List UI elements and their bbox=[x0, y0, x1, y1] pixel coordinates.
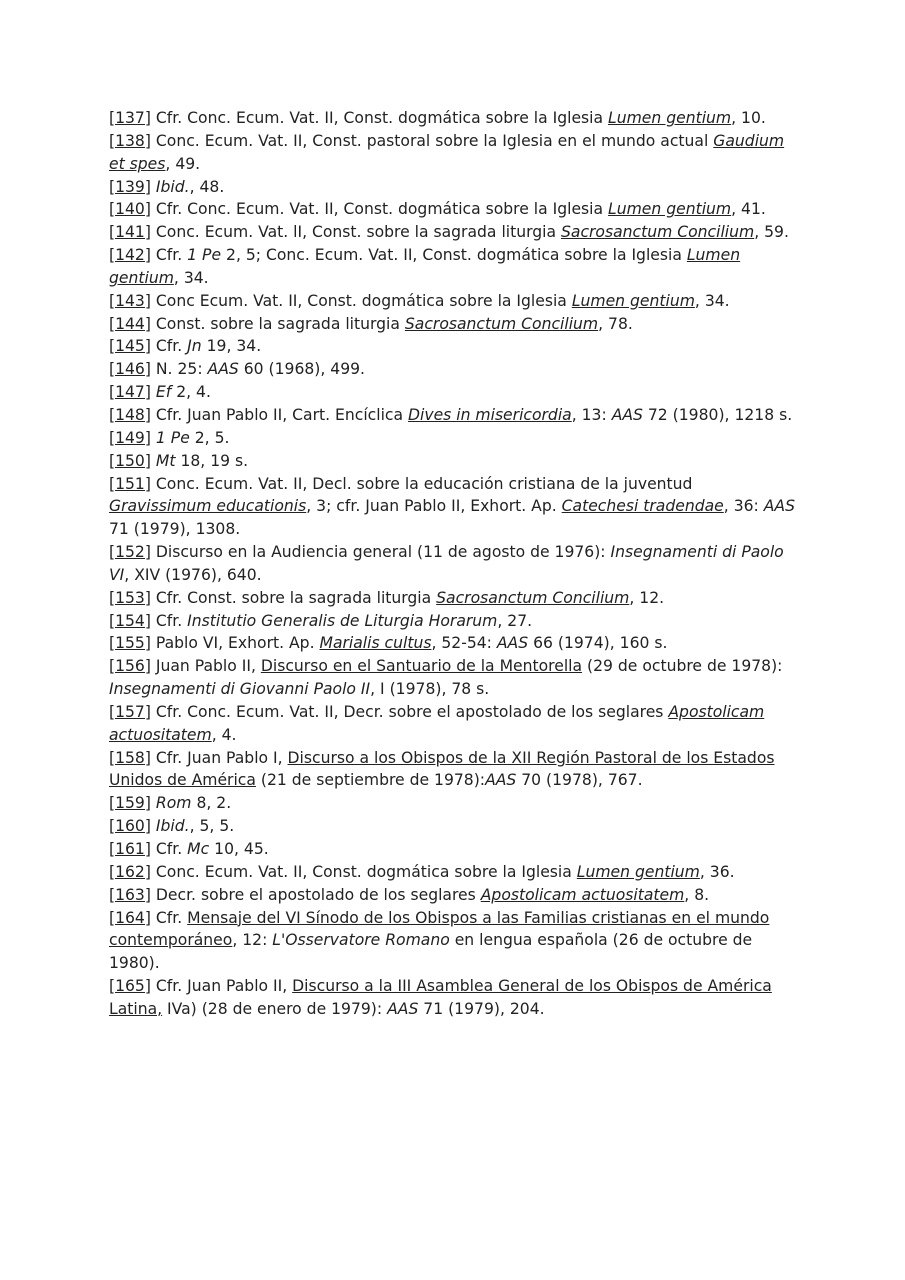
footnote-ref-link[interactable]: [152] bbox=[109, 543, 151, 562]
footnote-ref-link[interactable]: [158] bbox=[109, 748, 151, 767]
footnote-ref-link[interactable]: [162] bbox=[109, 862, 151, 881]
footnote bbox=[109, 176, 799, 199]
footnote bbox=[109, 701, 799, 747]
footnote bbox=[109, 358, 799, 381]
footnote bbox=[109, 587, 799, 610]
footnote-ref-link[interactable]: [143] bbox=[109, 291, 151, 310]
footnote-text: , 8. bbox=[684, 885, 710, 904]
footnote-source-link[interactable]: Apostolicam actuositatem bbox=[480, 885, 685, 904]
footnote bbox=[109, 975, 799, 1021]
footnote bbox=[109, 473, 799, 542]
footnote-source-link[interactable]: Dives in misericordia bbox=[408, 405, 572, 424]
footnote bbox=[109, 381, 799, 404]
footnote-ref-link[interactable]: [150] bbox=[109, 451, 151, 470]
footnote-ref-link[interactable]: [156] bbox=[109, 657, 151, 676]
footnote-source-link[interactable]: Gravissimum educationis bbox=[109, 497, 307, 516]
footnote-text: , 59. bbox=[754, 223, 789, 242]
footnote-text: 71 (1979), 204. bbox=[418, 999, 545, 1018]
footnote bbox=[109, 244, 799, 290]
footnote-text: 2, 5; Conc. Ecum. Vat. II, Const. dogmática sobre la Iglesia bbox=[221, 246, 687, 265]
footnote bbox=[109, 655, 799, 701]
footnote-source-link[interactable]: Lumen gentium bbox=[109, 246, 741, 287]
footnote-text: Conc. Ecum. Vat. lI, Const. sobre la sagrada liturgia bbox=[150, 223, 561, 242]
footnote bbox=[109, 427, 799, 450]
footnote-text: , 52-54: bbox=[431, 634, 497, 653]
footnote-ref-link[interactable]: [160] bbox=[109, 817, 151, 836]
footnote-text: en lengua española (26 de octubre de 1980). bbox=[109, 931, 753, 973]
footnote-italic-text: AAS bbox=[496, 634, 529, 653]
footnote-text: Cfr. bbox=[150, 840, 188, 858]
footnote-ref-link[interactable]: [157] bbox=[109, 702, 151, 721]
footnote-source-link[interactable]: Sacrosanctum Concilium bbox=[560, 223, 755, 242]
footnote bbox=[109, 861, 799, 884]
footnote-text: 2, 4. bbox=[171, 383, 211, 402]
footnote-text: , 27. bbox=[497, 611, 533, 630]
footnote-text: 2, 5. bbox=[189, 428, 230, 447]
footnote-text: Pablo VI, Exhort. Ap. bbox=[150, 634, 320, 653]
footnote-text: (29 de octubre de 1978): bbox=[582, 657, 783, 676]
footnote-italic-text: Institutio Generalis de Liturgia Horarum bbox=[187, 611, 498, 630]
footnote-text: Discurso en la Audiencia general (11 de agosto de 1976): bbox=[150, 543, 611, 562]
footnote-italic-text: AAS bbox=[763, 497, 795, 516]
footnote-source-link[interactable]: Mensaje del VI Sínodo de los Obispos a las Familias cristianas en el mundo contemporáneo bbox=[109, 908, 770, 950]
footnote-text: , 36. bbox=[699, 862, 735, 881]
footnote-italic-text: Insegnamenti di Giovanni Paolo II bbox=[109, 680, 371, 699]
footnote-ref-link[interactable]: [165] bbox=[109, 977, 151, 996]
footnote-ref-link[interactable]: [163] bbox=[109, 885, 151, 904]
footnote-italic-text: AAS bbox=[387, 999, 419, 1018]
footnote-text: Cfr. Juan Pablo II, Cart. Encíclica bbox=[150, 405, 408, 424]
footnote-source-link[interactable]: Catechesi tradendae bbox=[561, 497, 724, 516]
footnote-source-link[interactable]: Lumen gentium bbox=[571, 291, 695, 310]
footnote-text: Cfr. bbox=[150, 337, 188, 356]
footnote bbox=[109, 747, 799, 793]
footnote-source-link[interactable]: Lumen gentium bbox=[608, 109, 732, 127]
footnote-ref-link[interactable]: [146] bbox=[109, 360, 151, 379]
footnote bbox=[109, 450, 799, 473]
footnote-italic-text: Ef bbox=[155, 383, 172, 402]
footnote-text: Conc. Ecum. Vat. II, Const. pastoral sobre la Iglesia en el mundo actual bbox=[150, 131, 714, 150]
footnote-ref-link[interactable]: [142] bbox=[109, 246, 151, 265]
footnote-text: (21 de septiembre de 1978): bbox=[255, 771, 486, 790]
footnote-text: , XIV (1976), 640. bbox=[124, 565, 262, 584]
footnote-italic-text: AAS bbox=[611, 405, 643, 424]
footnote bbox=[109, 404, 799, 427]
footnote-text: , 13: bbox=[571, 405, 612, 424]
footnote-text: Decr. sobre el apostolado de los seglares bbox=[150, 885, 481, 904]
footnote-ref-link[interactable]: [154] bbox=[109, 611, 151, 630]
footnote-text: , 78. bbox=[598, 314, 633, 333]
footnote-italic-text: Ibid. bbox=[155, 177, 190, 196]
footnote-text: , 4. bbox=[211, 725, 237, 744]
footnote-text: 19, 34. bbox=[201, 337, 262, 356]
footnote-ref-link[interactable]: [140] bbox=[109, 200, 151, 219]
footnote-italic-text: 1 Pe bbox=[155, 428, 190, 447]
footnote-text: Conc Ecum. Vat. II, Const. dogmática sobre la Iglesia bbox=[150, 291, 572, 310]
footnote bbox=[109, 335, 799, 358]
footnote-text: Juan Pablo II, bbox=[150, 657, 261, 676]
footnote-ref-link[interactable]: [159] bbox=[109, 794, 151, 813]
footnote-text: Const. sobre la sagrada liturgia bbox=[150, 314, 405, 333]
footnote bbox=[109, 541, 799, 587]
footnote bbox=[109, 221, 799, 244]
footnote-text: , 36: bbox=[723, 497, 764, 516]
footnote-text: , 10. bbox=[731, 109, 766, 127]
footnote-ref-link[interactable]: [164] bbox=[109, 908, 151, 927]
footnote-text: , 3; cfr. Juan Pablo II, Exhort. Ap. bbox=[306, 497, 562, 516]
footnote-ref-link[interactable]: [147] bbox=[109, 383, 151, 402]
footnote-text: 18, 19 s. bbox=[175, 451, 249, 470]
footnote-italic-text: Insegnamenti di Paolo VI bbox=[109, 543, 784, 584]
footnote bbox=[109, 632, 799, 655]
footnote-text: 71 (1979), 1308. bbox=[109, 520, 241, 539]
footnote-italic-text: AAS bbox=[207, 360, 239, 379]
footnote-italic-text: Jn bbox=[187, 337, 202, 356]
footnote-text: , 49. bbox=[165, 154, 201, 173]
footnote-text: 70 (1978), 767. bbox=[516, 771, 643, 790]
footnote-ref-link[interactable]: [145] bbox=[109, 337, 151, 356]
footnote-text: , 41. bbox=[731, 200, 766, 219]
footnote bbox=[109, 907, 799, 976]
footnote-text: , 34. bbox=[694, 291, 730, 310]
footnote-text: Cfr. bbox=[150, 908, 188, 927]
footnote bbox=[109, 815, 799, 838]
footnote-text: 72 (1980), 1218 s. bbox=[642, 405, 793, 424]
footnote-ref-link[interactable]: [161] bbox=[109, 840, 151, 858]
footnote-text: Cfr. bbox=[150, 246, 188, 265]
footnote bbox=[109, 130, 799, 176]
footnote-text: Cfr. bbox=[150, 611, 188, 630]
footnote-text: , 5, 5. bbox=[189, 817, 235, 836]
footnote-source-link[interactable]: Lumen gentium bbox=[576, 862, 700, 881]
footnote-italic-text: Mt bbox=[155, 451, 176, 470]
footnote-text: 10, 45. bbox=[209, 840, 269, 858]
footnote-source-link[interactable]: Sacrosanctum Concilium bbox=[404, 314, 599, 333]
footnote bbox=[109, 290, 799, 313]
footnote-text: , I (1978), 78 s. bbox=[370, 680, 490, 699]
footnote-italic-text: L'Osservatore Romano bbox=[272, 931, 450, 950]
footnote-text: Cfr. Conc. Ecum. Vat. II, Decr. sobre el apostolado de los seglares bbox=[150, 702, 669, 721]
footnote-text: , 12: bbox=[232, 931, 273, 950]
footnote-text: 66 (1974), 160 s. bbox=[528, 634, 668, 653]
footnote-text: N. 25: bbox=[150, 360, 208, 379]
footnote-ref-link[interactable]: [141] bbox=[109, 223, 151, 242]
footnote-source-link[interactable]: Apostolicam actuositatem bbox=[109, 702, 765, 744]
footnote-ref-link[interactable]: [148] bbox=[109, 405, 151, 424]
footnote-italic-text: 1 Pe bbox=[187, 246, 222, 265]
footnote-italic-text: AAS bbox=[485, 771, 517, 790]
footnote-source-link[interactable]: Discurso a la III Asamblea General de los Obispos de América Latina, bbox=[109, 977, 772, 1018]
footnote-source-link[interactable]: Discurso a los Obispos de la XII Región Pastoral de los Estados Unidos de América bbox=[109, 748, 775, 790]
footnote-text: Cfr. Conc. Ecum. Vat. II, Const. dogmática sobre la Iglesia bbox=[150, 200, 609, 219]
footnote-ref-link[interactable]: [137] bbox=[109, 109, 151, 127]
footnote-text: 60 (1968), 499. bbox=[238, 360, 366, 379]
footnote-ref-link[interactable]: [151] bbox=[109, 474, 151, 493]
footnote-ref-link[interactable]: [138] bbox=[109, 131, 151, 150]
footnote-text: , 48. bbox=[189, 177, 225, 196]
footnote-text: Cfr. Conc. Ecum. Vat. II, Const. dogmática sobre la Iglesia bbox=[150, 109, 609, 127]
footnote-italic-text: Ibid. bbox=[155, 817, 190, 836]
footnote-source-link[interactable]: Marialis cultus bbox=[319, 634, 432, 653]
footnote-ref-link[interactable]: [139] bbox=[109, 177, 151, 196]
footnote-text: , 12. bbox=[629, 588, 665, 607]
footnote bbox=[109, 313, 799, 336]
footnote-ref-link[interactable]: [153] bbox=[109, 588, 151, 607]
footnote-text: , 34. bbox=[173, 268, 209, 287]
footnote-ref-link[interactable]: [149] bbox=[109, 428, 151, 447]
footnote-ref-link[interactable]: [144] bbox=[109, 314, 151, 333]
footnote-italic-text: Mc bbox=[187, 840, 210, 858]
footnote-text: IVa) (28 de enero de 1979): bbox=[162, 999, 388, 1018]
footnote bbox=[109, 198, 799, 221]
footnote-source-link[interactable]: Discurso en el Santuario de la Mentorella bbox=[260, 657, 583, 676]
footnote-text: 8, 2. bbox=[191, 794, 232, 813]
footnote bbox=[109, 792, 799, 815]
footnote-source-link[interactable]: Lumen gentium bbox=[608, 200, 732, 219]
footnote-text: Conc. Ecum. Vat. II, Const. dogmática sobre la Iglesia bbox=[150, 862, 577, 881]
footnote bbox=[109, 610, 799, 633]
footnote bbox=[109, 884, 799, 907]
footnote-source-link[interactable]: Sacrosanctum Concilium bbox=[436, 588, 630, 607]
footnote-text: Cfr. Juan Pablo I, bbox=[150, 748, 288, 767]
footnote bbox=[109, 838, 799, 861]
footnote bbox=[109, 107, 799, 130]
footnote-text: Conc. Ecum. Vat. II, Decl. sobre la educación cristiana de la juventud bbox=[150, 474, 693, 493]
footnote-italic-text: Rom bbox=[155, 794, 192, 813]
footnotes-list bbox=[109, 107, 799, 1021]
footnote-text: Cfr. Const. sobre la sagrada liturgia bbox=[150, 588, 437, 607]
footnote-ref-link[interactable]: [155] bbox=[109, 634, 151, 653]
footnote-text: Cfr. Juan Pablo II, bbox=[150, 977, 293, 996]
footnote-source-link[interactable]: Gaudium et spes bbox=[109, 131, 785, 173]
